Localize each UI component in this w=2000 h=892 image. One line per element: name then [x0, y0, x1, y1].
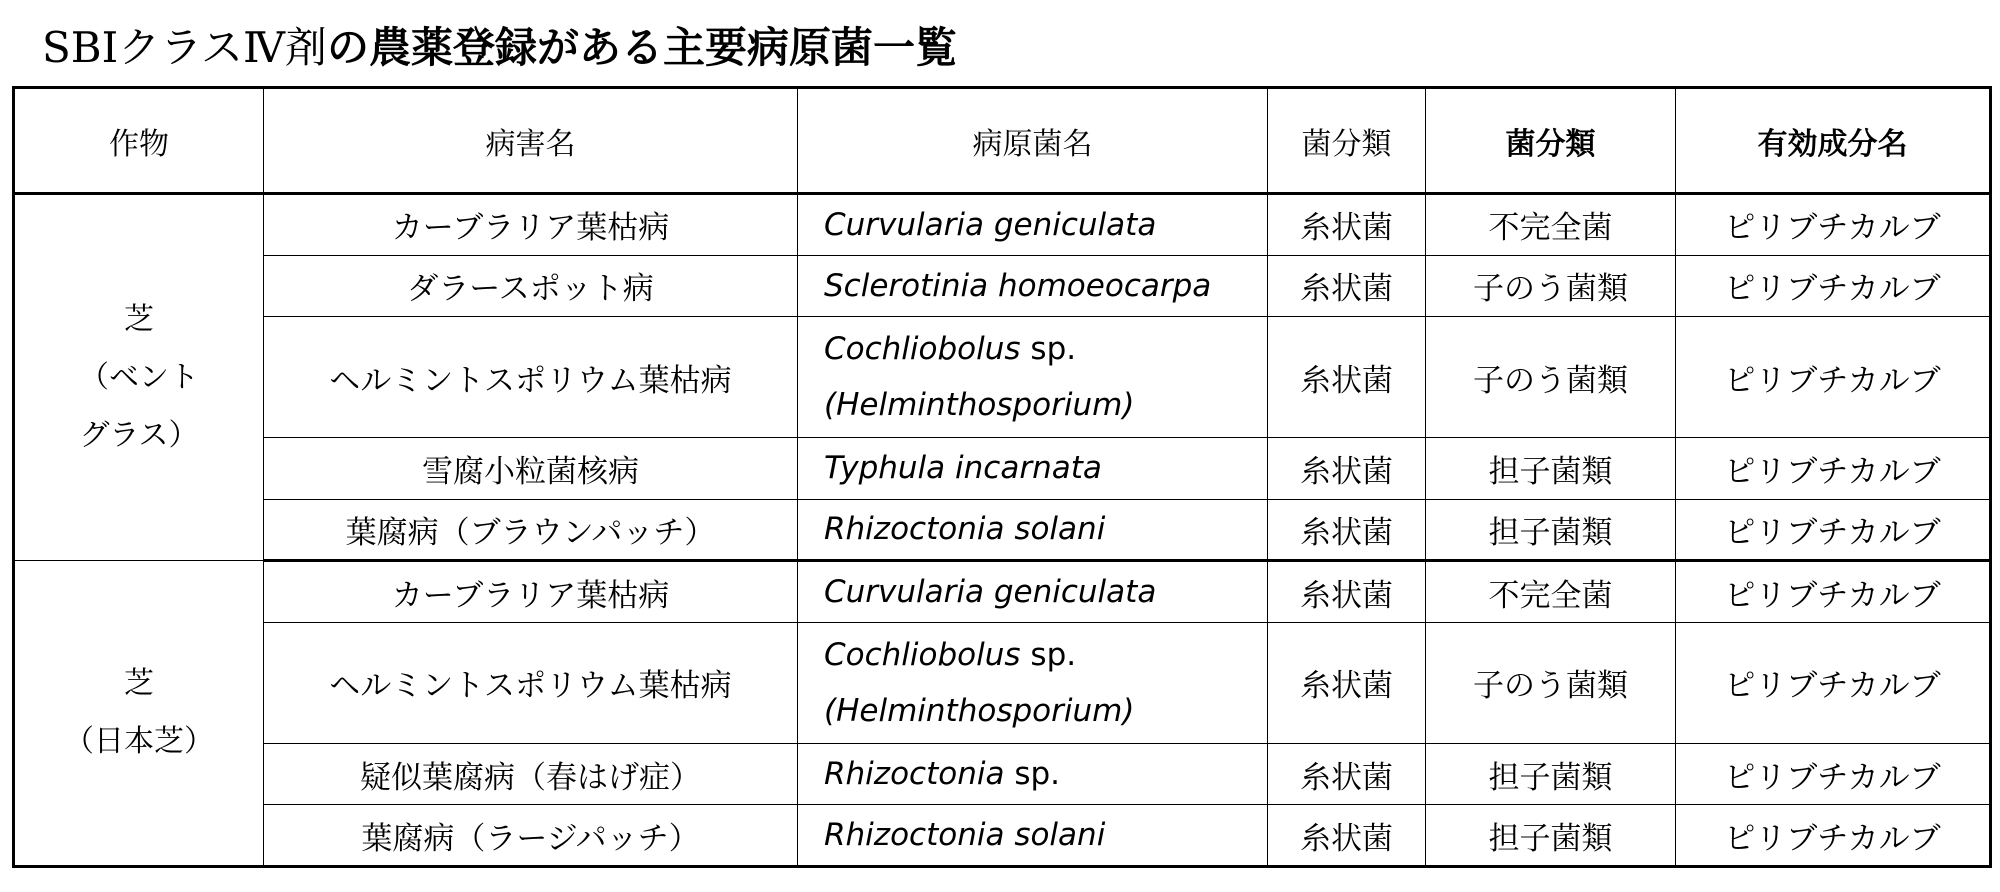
- fungus-class-cell: 担子菌類: [1426, 805, 1676, 867]
- pathogen-cell: [798, 743, 1268, 805]
- fungus-type-cell: 糸状菌: [1268, 622, 1426, 743]
- ingredient-cell: ピリブチカルブ: [1676, 438, 1991, 500]
- title-part2: の農薬登録がある主要病原菌一覧: [326, 23, 957, 72]
- crop-line: グラス）: [79, 417, 199, 453]
- pathogen-cell: [798, 805, 1268, 867]
- crop-line: 芝: [124, 301, 154, 337]
- disease-cell: 疑似葉腐病（春はげ症）: [264, 743, 798, 805]
- ingredient-cell: ピリブチカルブ: [1676, 317, 1991, 438]
- fungus-class-cell: 担子菌類: [1426, 499, 1676, 561]
- pathogen-genus: Curvularia geniculata: [824, 206, 1157, 243]
- disease-cell: ヘルミントスポリウム葉枯病: [264, 622, 798, 743]
- pathogen-species: sp.: [1004, 756, 1061, 793]
- header-ingredient: 有効成分名: [1676, 88, 1991, 194]
- table-row: [14, 743, 1991, 805]
- disease-cell: ダラースポット病: [264, 255, 798, 317]
- disease-cell: 葉腐病（ラージパッチ）: [264, 805, 798, 867]
- ingredient-cell: ピリブチカルブ: [1676, 622, 1991, 743]
- fungus-type-cell: 糸状菌: [1268, 499, 1426, 561]
- pathogen-cell: [798, 194, 1268, 256]
- pathogen-table: [12, 86, 1992, 868]
- fungus-class-cell: 子のう菌類: [1426, 255, 1676, 317]
- pathogen-line: [824, 321, 1261, 377]
- disease-cell: 雪腐小粒菌核病: [264, 438, 798, 500]
- fungus-class-cell: 担子菌類: [1426, 743, 1676, 805]
- pathogen-species: sp.: [1020, 331, 1077, 368]
- ingredient-cell: ピリブチカルブ: [1676, 499, 1991, 561]
- fungus-type-cell: 糸状菌: [1268, 438, 1426, 500]
- ingredient-cell: ピリブチカルブ: [1676, 561, 1991, 623]
- disease-cell: 葉腐病（ブラウンパッチ）: [264, 499, 798, 561]
- pathogen-genus: Cochliobolus: [824, 331, 1021, 368]
- header-disease: 病害名: [264, 88, 798, 194]
- ingredient-cell: ピリブチカルブ: [1676, 743, 1991, 805]
- header-crop: 作物: [14, 88, 264, 194]
- pathogen-line: [824, 627, 1261, 683]
- ingredient-cell: ピリブチカルブ: [1676, 255, 1991, 317]
- table-row: [14, 194, 1991, 256]
- disease-cell: カーブラリア葉枯病: [264, 194, 798, 256]
- fungus-type-cell: 糸状菌: [1268, 561, 1426, 623]
- disease-cell: ヘルミントスポリウム葉枯病: [264, 317, 798, 438]
- header-fungus-type: 菌分類: [1268, 88, 1426, 194]
- pathogen-genus: Rhizoctonia solani: [824, 511, 1106, 548]
- crop-line: （ベント: [79, 359, 199, 395]
- fungus-class-cell: 子のう菌類: [1426, 317, 1676, 438]
- crop-line: 芝: [124, 666, 154, 702]
- pathogen-line: [824, 683, 1261, 739]
- pathogen-cell: [798, 438, 1268, 500]
- table-row: [14, 438, 1991, 500]
- pathogen-genus: Rhizoctonia solani: [824, 817, 1106, 854]
- pathogen-cell: [798, 561, 1268, 623]
- pathogen-genus: Cochliobolus: [824, 636, 1021, 673]
- fungus-type-cell: 糸状菌: [1268, 317, 1426, 438]
- pathogen-genus: Typhula incarnata: [824, 450, 1102, 487]
- title-part1: SBIクラスⅣ剤: [42, 23, 327, 72]
- ingredient-cell: ピリブチカルブ: [1676, 194, 1991, 256]
- pathogen-species: sp.: [1020, 636, 1077, 673]
- table-row: [14, 622, 1991, 743]
- pathogen-cell: [798, 255, 1268, 317]
- header-row: [14, 88, 1991, 194]
- table-row: [14, 317, 1991, 438]
- pathogen-genus: Sclerotinia homoeocarpa: [824, 267, 1212, 304]
- pathogen-line: [824, 377, 1261, 433]
- fungus-class-cell: 不完全菌: [1426, 561, 1676, 623]
- ingredient-cell: ピリブチカルブ: [1676, 805, 1991, 867]
- header-pathogen: 病原菌名: [798, 88, 1268, 194]
- pathogen-cell: [798, 317, 1268, 438]
- fungus-class-cell: 子のう菌類: [1426, 622, 1676, 743]
- pathogen-genus: Rhizoctonia: [824, 756, 1005, 793]
- page-title: [42, 18, 957, 78]
- pathogen-genus: Curvularia geniculata: [824, 574, 1157, 611]
- pathogen-synonym: (Helminthosporium): [824, 387, 1135, 424]
- pathogen-cell: [798, 622, 1268, 743]
- table-row: [14, 805, 1991, 867]
- crop-cell: [14, 561, 264, 867]
- fungus-type-cell: 糸状菌: [1268, 194, 1426, 256]
- pathogen-cell: [798, 499, 1268, 561]
- table-row: [14, 561, 1991, 623]
- fungus-type-cell: 糸状菌: [1268, 743, 1426, 805]
- fungus-type-cell: 糸状菌: [1268, 805, 1426, 867]
- pathogen-synonym: (Helminthosporium): [824, 692, 1135, 729]
- crop-line: （日本芝）: [64, 724, 214, 760]
- header-fungus-class: 菌分類: [1426, 88, 1676, 194]
- crop-cell: [14, 194, 264, 561]
- fungus-class-cell: 担子菌類: [1426, 438, 1676, 500]
- fungus-type-cell: 糸状菌: [1268, 255, 1426, 317]
- table-row: [14, 255, 1991, 317]
- disease-cell: カーブラリア葉枯病: [264, 561, 798, 623]
- fungus-class-cell: 不完全菌: [1426, 194, 1676, 256]
- table-row: [14, 499, 1991, 561]
